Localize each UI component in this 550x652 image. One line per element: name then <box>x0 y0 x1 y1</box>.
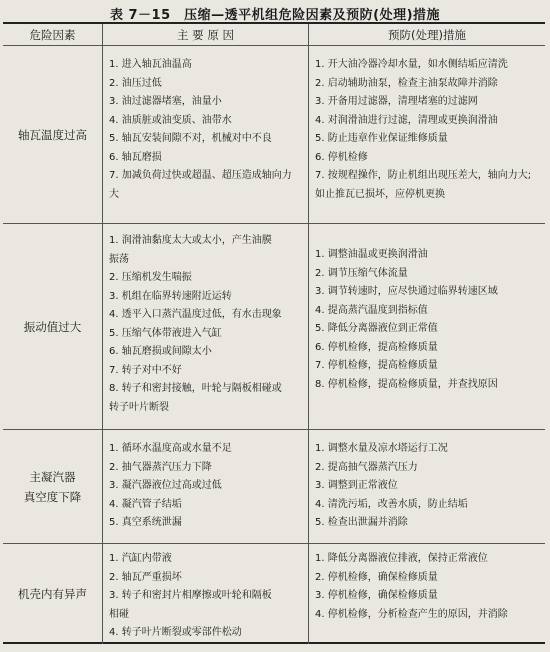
cause-item: 3. 油过滤器堵塞，油量小 <box>109 96 222 107</box>
factor-cell <box>3 430 103 543</box>
cause-item: 4. 透平入口蒸汽温度过低，有水击现象 <box>109 309 282 320</box>
cause-item: 5. 轴瓦安装间隙不对，机械对中不良 <box>109 133 272 144</box>
table-caption: 表 7－15 压缩—透平机组危险因素及预防(处理)措施 <box>109 8 441 23</box>
measure-cell <box>309 224 545 429</box>
factor-line: 主凝汽器 <box>29 469 76 484</box>
cause-item: 5. 压缩气体带液进入气缸 <box>109 327 222 339</box>
cause-item: 4. 油质脏或油变质、油带水 <box>109 114 232 126</box>
cause-cell <box>103 46 309 223</box>
cause-item: 1. 汽缸内带液 <box>109 553 172 564</box>
cause-cell <box>103 430 309 543</box>
measure-item: 2. 提高抽气器蒸汽压力 <box>315 461 418 473</box>
measure-item: 3. 开备用过滤器，清理堵塞的过滤网 <box>315 96 478 107</box>
cause-item: 3. 转子和密封片相摩擦或叶轮和隔板 <box>109 590 272 601</box>
table-header-row <box>3 24 545 46</box>
cause-item: 7. 转子对中不好 <box>109 364 182 376</box>
cause-item: 转子叶片断裂 <box>109 401 169 413</box>
cause-item: 2. 压缩机发生喘振 <box>109 272 192 283</box>
measure-item: 4. 提高蒸汽温度到指标值 <box>315 304 428 316</box>
measure-item: 2. 启动辅助油泵，检查主油泵故障并消除 <box>315 77 498 89</box>
table-row <box>3 224 545 430</box>
cause-item: 3. 凝汽器液位过高或过低 <box>109 480 222 491</box>
table-row <box>3 430 545 544</box>
measure-cell <box>309 430 545 543</box>
measure-item: 8. 停机检修，提高检修质量，并查找原因 <box>315 378 498 390</box>
measure-item: 6. 停机检修 <box>315 151 368 163</box>
measure-item: 7. 按规程操作，防止机组出现压差大，轴向力大; <box>315 170 532 181</box>
cause-cell <box>103 224 309 429</box>
measure-cell <box>309 544 545 644</box>
measure-item: 4. 清洗污垢，改善水质，防止结垢 <box>315 498 468 510</box>
cause-item: 6. 轴瓦磨损或间隙太小 <box>109 346 212 357</box>
cause-item: 相碰 <box>109 608 129 620</box>
factor-cell: 轴瓦温度过高 <box>3 46 103 223</box>
measure-item: 6. 停机检修，提高检修质量 <box>315 341 438 353</box>
cause-item: 大 <box>109 188 119 200</box>
measure-cell <box>309 46 545 223</box>
measure-item: 1. 降低分离器液位排液，保持正常液位 <box>315 553 488 564</box>
measure-item: 2. 调节压缩气体流量 <box>315 267 408 279</box>
cause-item: 7. 加减负荷过快或超温、超压造成轴向力 <box>109 170 292 181</box>
cause-item: 2. 油压过低 <box>109 77 162 89</box>
measure-item: 1. 调整油温或更换润滑油 <box>315 249 428 260</box>
cause-item: 1. 循环水温度高或水量不足 <box>109 443 232 454</box>
cause-item: 6. 轴瓦磨损 <box>109 151 162 163</box>
measure-item: 7. 停机检修，提高检修质量 <box>315 360 438 371</box>
measure-item: 1. 开大油冷器冷却水量，如水侧结垢应清洗 <box>315 59 508 70</box>
header-cause: 主 要 原 因 <box>103 24 309 45</box>
cause-item: 振荡 <box>109 253 129 265</box>
cause-item: 3. 机组在临界转速附近运转 <box>109 290 232 302</box>
factor-cell: 振动值过大 <box>3 224 103 429</box>
cause-item: 4. 转子叶片断裂或零部件松动 <box>109 627 242 638</box>
header-measure: 预防(处理)措施 <box>388 27 466 42</box>
measure-item: 如止推瓦已损坏，应停机更换 <box>315 188 445 200</box>
measure-item: 3. 停机检修，确保检修质量 <box>315 590 438 601</box>
measure-item: 5. 检查出泄漏并消除 <box>315 517 408 528</box>
table-row <box>3 46 545 224</box>
cause-item: 1. 进入轴瓦油温高 <box>109 59 192 70</box>
table-row <box>3 544 545 644</box>
hazard-table <box>3 22 545 644</box>
cause-item: 1. 润滑油黏度太大或太小，产生油膜 <box>109 235 272 246</box>
measure-item: 1. 调整水量及凉水塔运行工况 <box>315 443 448 454</box>
factor-line: 真空度下降 <box>23 489 82 504</box>
cause-item: 5. 真空系统泄漏 <box>109 517 182 528</box>
factor-cell: 机壳内有异声 <box>3 544 103 644</box>
measure-item: 3. 调整到正常液位 <box>315 480 398 491</box>
cause-item: 2. 抽气器蒸汽压力下降 <box>109 461 212 473</box>
cause-item: 2. 轴瓦严重损坏 <box>109 571 182 583</box>
measure-item: 5. 降低分离器液位到正常值 <box>315 323 438 334</box>
measure-item: 4. 对润滑油进行过滤，清理或更换润滑油 <box>315 114 498 126</box>
cause-item: 8. 转子和密封接触，叶轮与隔板相碰或 <box>109 383 282 394</box>
measure-item: 5. 防止违章作业保证维修质量 <box>315 133 448 144</box>
measure-item: 3. 调节转速时，应尽快通过临界转速区域 <box>315 286 498 297</box>
cause-item: 4. 凝汽管子结垢 <box>109 498 182 510</box>
measure-item: 2. 停机检修，确保检修质量 <box>315 571 438 583</box>
header-factor: 危险因素 <box>3 24 103 45</box>
measure-item: 4. 停机检修，分析检查产生的原因，并消除 <box>315 608 508 620</box>
cause-cell <box>103 544 309 644</box>
